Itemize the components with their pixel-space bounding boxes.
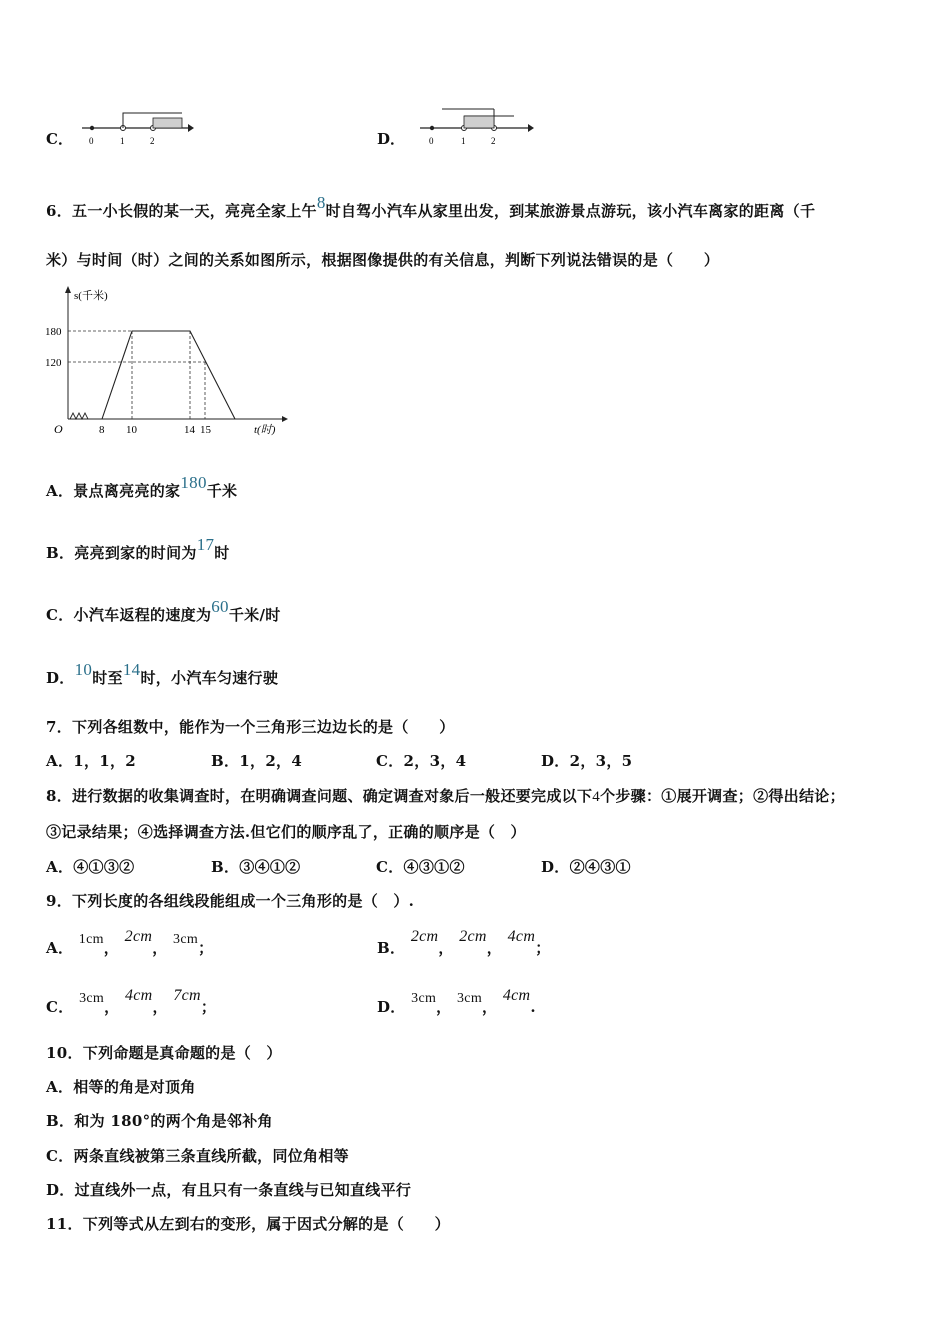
q9-a-length-1: 1cm xyxy=(78,932,104,947)
q8-stem-text-b: 个步骤：①展开调查；②得出结论； xyxy=(600,787,845,805)
q9-d-length-1: 3cm xyxy=(411,991,437,1006)
q7-stem: 7．下列各组数中，能作为一个三角形三边边长的是（ ） xyxy=(46,718,455,736)
q6-stem-text-b: 时自驾小汽车从家里出发，到某旅游景点游玩，该小汽车离家的距离（千 xyxy=(325,202,816,220)
q7-option-a[interactable]: A．1，1，2 xyxy=(46,752,137,770)
q6-option-b-unit: 时 xyxy=(214,544,230,562)
q9-c-length-3: 7cm xyxy=(173,987,201,1004)
q9-a-sep-2: ， xyxy=(152,939,168,957)
q9-b-sep-2: ， xyxy=(486,939,503,957)
q6-stem-line1 xyxy=(46,193,816,221)
q9-c-end: ； xyxy=(200,998,217,1016)
q6-option-d[interactable] xyxy=(46,660,279,688)
q9-a-length-2: 2cm xyxy=(124,928,153,945)
q9-a-end: ； xyxy=(198,939,214,957)
q6-option-c-text: C．小汽车返程的速度为 xyxy=(46,606,212,624)
q9-c-length-2: 4cm xyxy=(124,987,153,1004)
q6-option-a-unit: 千米 xyxy=(206,482,238,500)
q8-option-d[interactable]: D．②④③① xyxy=(541,858,631,876)
q9-b-length-1: 2cm xyxy=(410,928,439,945)
q6-option-c-unit: 千米/时 xyxy=(228,606,281,624)
graph-x-tick-8: 8 xyxy=(99,424,105,436)
q8-stem-line2: ③记录结果；④选择调查方法.但它们的顺序乱了，正确的顺序是（ ） xyxy=(46,823,526,841)
q5-d-tick-1: 1 xyxy=(461,136,466,146)
q9-option-b[interactable] xyxy=(377,928,551,958)
q6-option-d-text-c: 时，小汽车匀速行驶 xyxy=(140,669,279,687)
q11-stem: 11．下列等式从左到右的变形，属于因式分解的是（ ） xyxy=(46,1215,450,1233)
q9-d-sep-2: ， xyxy=(482,998,498,1016)
q6-stem-text-a: 6．五一小长假的某一天，亮亮全家上午 xyxy=(46,202,317,220)
q9-b-length-3: 4cm xyxy=(507,928,536,945)
graph-y-tick-180: 180 xyxy=(45,326,62,338)
q9-option-a-label: A． xyxy=(46,939,74,957)
q6-option-d-number-2: 14 xyxy=(122,660,141,679)
graph-y-axis-label: s(千米) xyxy=(74,290,108,302)
q6-stem-number: 8 xyxy=(316,193,326,212)
q8-stem-line1 xyxy=(46,785,845,806)
graph-x-tick-14: 14 xyxy=(184,424,195,436)
graph-y-tick-120: 120 xyxy=(45,357,62,369)
q9-stem: 9．下列长度的各组线段能组成一个三角形的是（ ）. xyxy=(46,892,415,910)
q9-d-length-3: 4cm xyxy=(502,987,531,1004)
q6-option-b[interactable] xyxy=(46,535,230,563)
q9-c-sep-1: ， xyxy=(104,998,120,1016)
q6-distance-time-graph xyxy=(44,283,292,443)
q5-c-tick-1: 1 xyxy=(120,136,125,146)
q9-c-length-1: 3cm xyxy=(79,991,105,1006)
q6-option-a[interactable] xyxy=(46,473,238,501)
q5-option-c-label[interactable]: C． xyxy=(46,130,73,148)
q6-option-c-number: 60 xyxy=(211,597,229,616)
graph-origin-label: O xyxy=(54,422,63,436)
q8-stem-text-a: 8．进行数据的收集调查时，在明确调查问题、确定调查对象后一般还要完成以下 xyxy=(46,787,593,805)
q9-d-length-2: 3cm xyxy=(457,991,483,1006)
q6-option-b-text: B．亮亮到家的时间为 xyxy=(46,544,197,562)
q6-option-d-label: D． xyxy=(46,669,75,687)
q8-stem-number: 4 xyxy=(592,789,601,805)
q9-option-d[interactable] xyxy=(377,987,536,1017)
q9-option-c-label: C． xyxy=(46,998,74,1016)
q8-option-a[interactable]: A．④①③② xyxy=(46,858,135,876)
graph-x-axis-label: t(时) xyxy=(254,424,276,436)
graph-x-tick-15: 15 xyxy=(200,424,211,436)
q8-option-b[interactable]: B．③④①② xyxy=(211,858,301,876)
q8-option-c[interactable]: C．④③①② xyxy=(376,858,465,876)
q6-option-a-number: 180 xyxy=(180,473,207,492)
q9-b-end: ； xyxy=(535,939,551,957)
q5-option-d-number-line xyxy=(418,104,536,150)
q10-option-d[interactable]: D．过直线外一点，有且只有一条直线与已知直线平行 xyxy=(46,1181,412,1199)
q10-option-c[interactable]: C．两条直线被第三条直线所截，同位角相等 xyxy=(46,1147,349,1165)
q9-option-b-label: B． xyxy=(377,939,406,957)
q5-option-c-number-line xyxy=(80,108,195,150)
q6-option-d-text-b: 时至 xyxy=(92,669,123,687)
q6-stem-line2: 米）与时间（时）之间的关系如图所示，根据图像提供的有关信息，判断下列说法错误的是（ ） xyxy=(46,251,720,269)
q6-option-d-number-1: 10 xyxy=(74,660,93,679)
q9-option-d-label: D． xyxy=(377,998,406,1016)
q5-c-tick-2: 2 xyxy=(150,136,155,146)
q10-option-a[interactable]: A．相等的角是对顶角 xyxy=(46,1078,196,1096)
q5-c-tick-0: 0 xyxy=(89,136,94,146)
q9-a-length-3: 3cm xyxy=(173,932,199,947)
q10-stem: 10．下列命题是真命题的是（ ） xyxy=(46,1044,282,1062)
q9-a-sep-1: ， xyxy=(103,939,120,957)
q9-d-end: . xyxy=(530,998,536,1016)
q9-d-sep-1: ， xyxy=(436,998,452,1016)
q6-option-b-number: 17 xyxy=(196,535,215,554)
q9-option-a[interactable] xyxy=(46,928,214,958)
q9-b-length-2: 2cm xyxy=(459,928,487,945)
q5-d-tick-2: 2 xyxy=(491,136,496,146)
q5-d-tick-0: 0 xyxy=(429,136,434,146)
graph-x-tick-10: 10 xyxy=(126,424,137,436)
q7-option-d[interactable]: D．2，3，5 xyxy=(541,752,633,770)
q9-b-sep-1: ， xyxy=(438,939,454,957)
q5-option-d-label[interactable]: D． xyxy=(377,130,406,148)
q10-option-b[interactable]: B．和为 180°的两个角是邻补角 xyxy=(46,1112,273,1130)
q9-option-c[interactable] xyxy=(46,987,217,1017)
q9-c-sep-2: ， xyxy=(152,998,168,1016)
q7-option-c[interactable]: C．2，3，4 xyxy=(376,752,467,770)
q6-option-c[interactable] xyxy=(46,597,281,625)
q6-option-a-text: A．景点离亮亮的家 xyxy=(46,482,181,500)
q7-option-b[interactable]: B．1，2，4 xyxy=(211,752,303,770)
